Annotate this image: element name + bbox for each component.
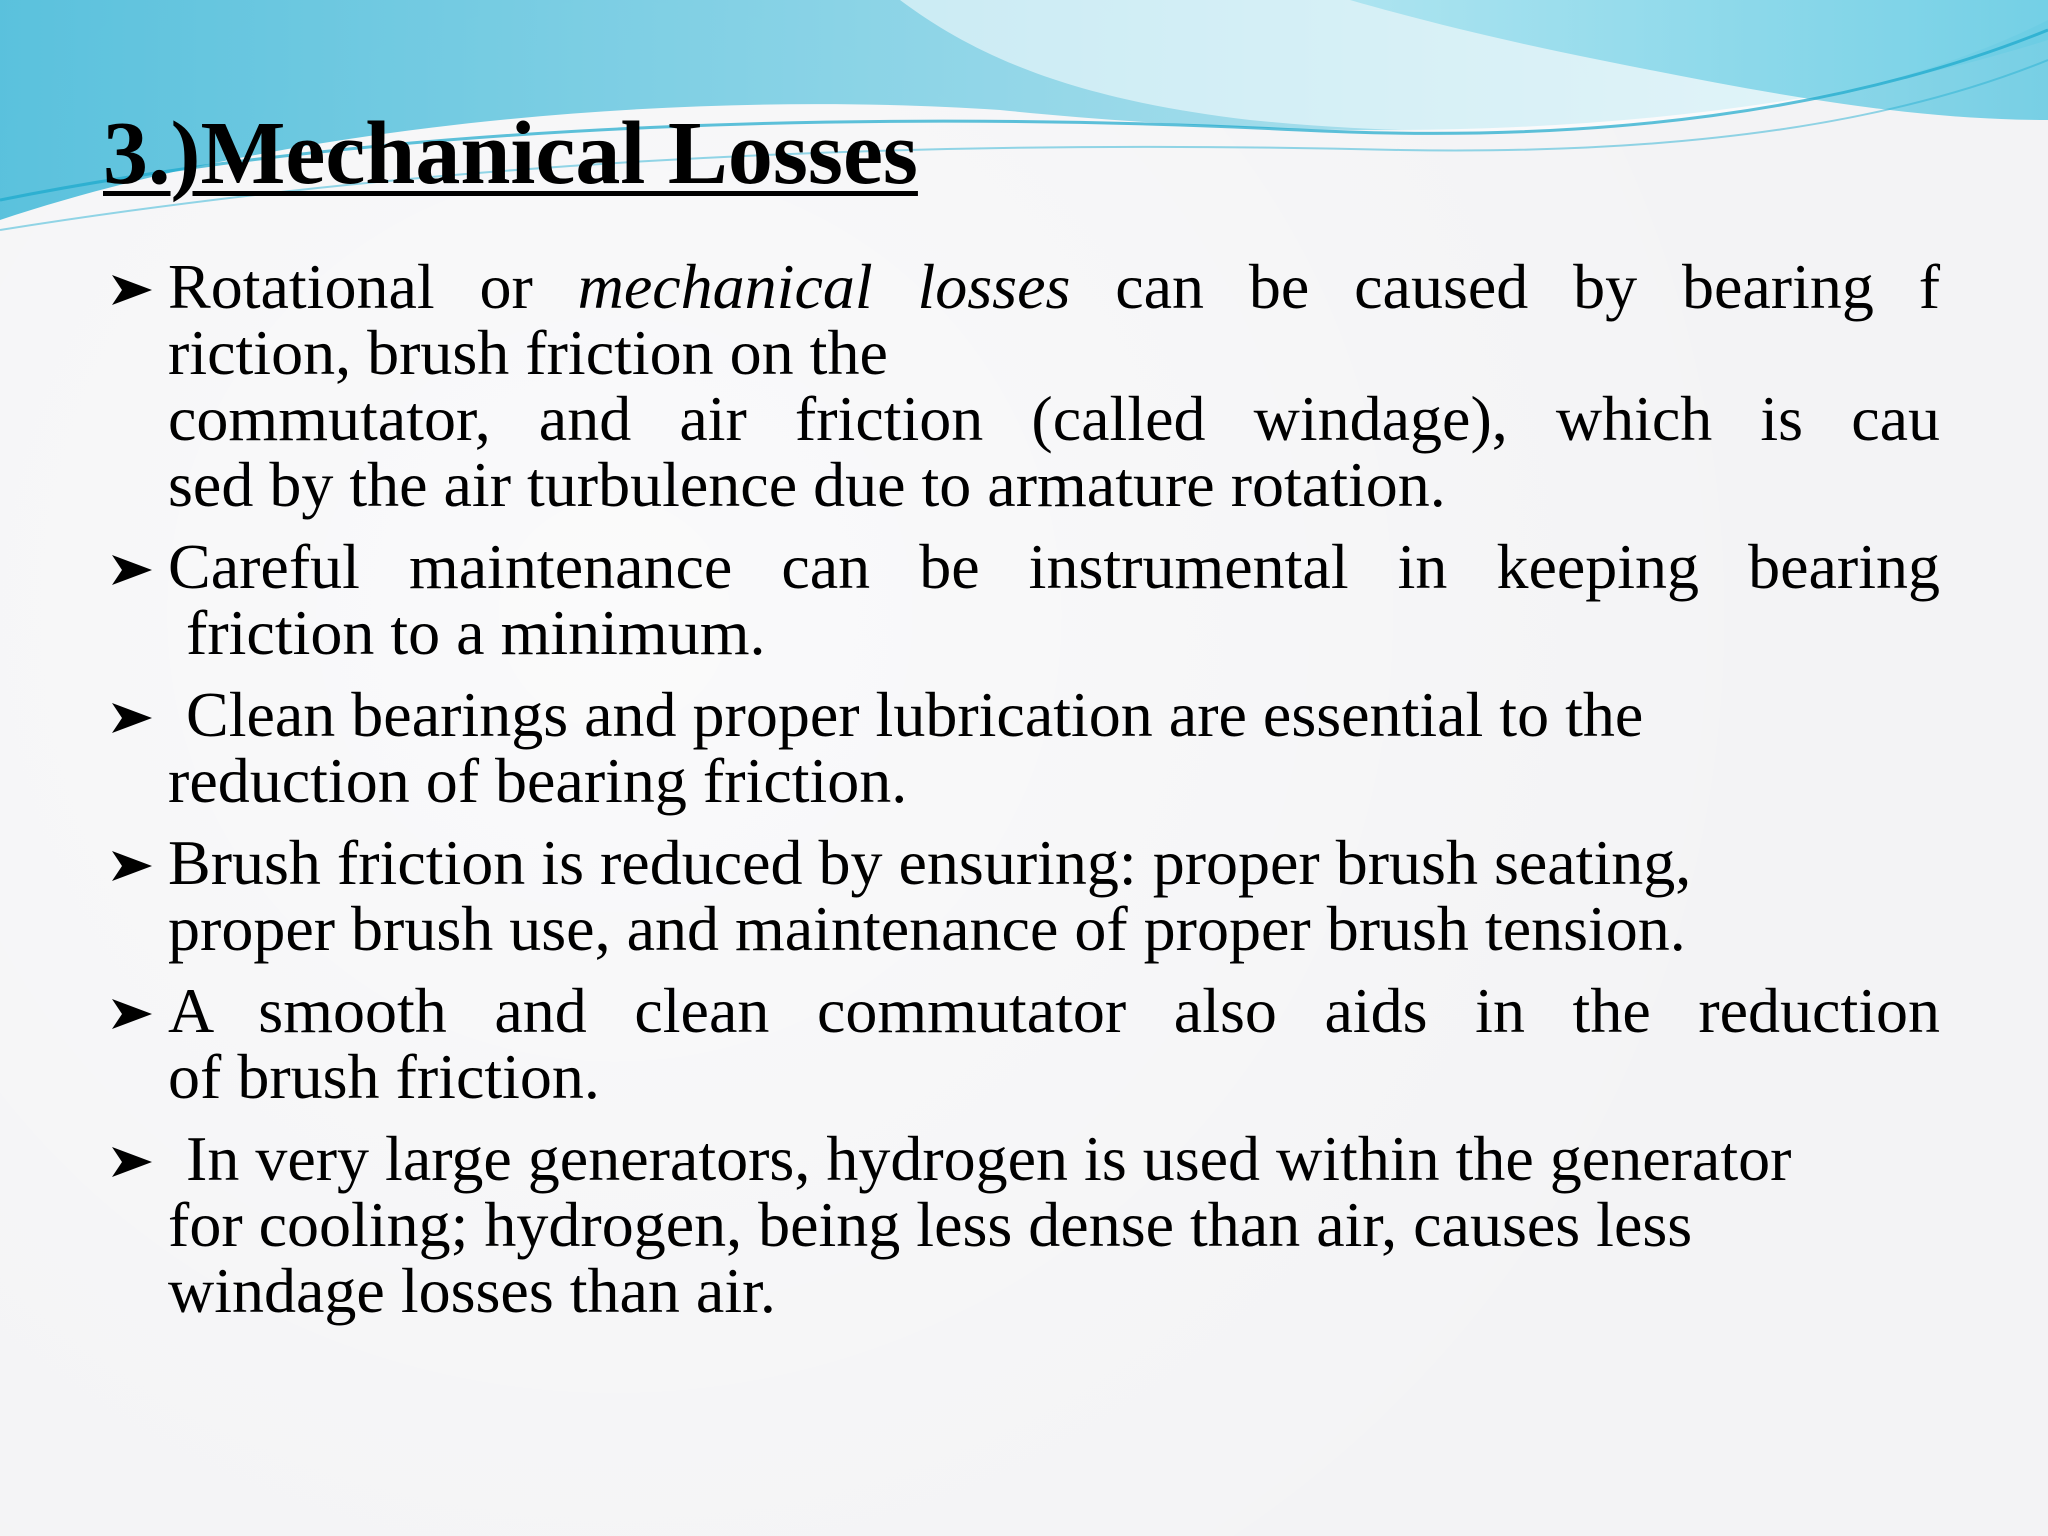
bullet-line: sed by the air turbulence due to armature rotation. — [168, 449, 1446, 520]
bullet-line: Careful maintenance can be instrumental in keeping bearing — [168, 531, 1940, 602]
bullet-line: reduction of bearing friction. — [168, 745, 908, 816]
bullet-line: Clean bearings and proper lubrication are essential to the — [186, 679, 1644, 750]
bullet-line: riction, brush friction on the — [168, 317, 888, 388]
bullet-line: proper brush use, and maintenance of proper brush tension. — [168, 893, 1686, 964]
bullet-line: Brush friction is reduced by ensuring: proper brush seating, — [168, 827, 1692, 898]
arrowhead-bullet-icon — [110, 273, 154, 307]
arrowhead-bullet-icon — [110, 849, 154, 883]
bullet-item — [110, 1123, 1940, 1326]
bullet-item — [110, 251, 1940, 520]
emphasis-text: mechanical losses — [577, 251, 1071, 322]
arrowhead-bullet-icon — [110, 997, 154, 1031]
bullet-line: commutator, and air friction (called windage), which is cau — [168, 383, 1940, 454]
bullet-line: windage losses than air. — [168, 1255, 776, 1326]
bullet-line: A smooth and clean commutator also aids in the reduction — [168, 975, 1940, 1046]
bullet-line: friction to a minimum. — [186, 597, 766, 668]
bullet-line: for cooling; hydrogen, being less dense than air, causes less — [168, 1189, 1693, 1260]
bullet-item — [110, 975, 1940, 1112]
bullet-line: Rotational or mechanical losses can be caused by bearing f — [168, 251, 1940, 322]
bullet-item — [110, 531, 1940, 668]
arrowhead-bullet-icon — [110, 701, 154, 735]
bullet-item — [110, 679, 1940, 816]
bullet-line: In very large generators, hydrogen is used within the generator — [186, 1123, 1792, 1194]
bullet-list — [110, 251, 1940, 1326]
bullet-line: of brush friction. — [168, 1041, 600, 1112]
arrowhead-bullet-icon — [110, 553, 154, 587]
arrowhead-bullet-icon — [110, 1145, 154, 1179]
slide-title: 3.)Mechanical Losses — [103, 104, 918, 203]
bullet-item — [110, 827, 1940, 964]
